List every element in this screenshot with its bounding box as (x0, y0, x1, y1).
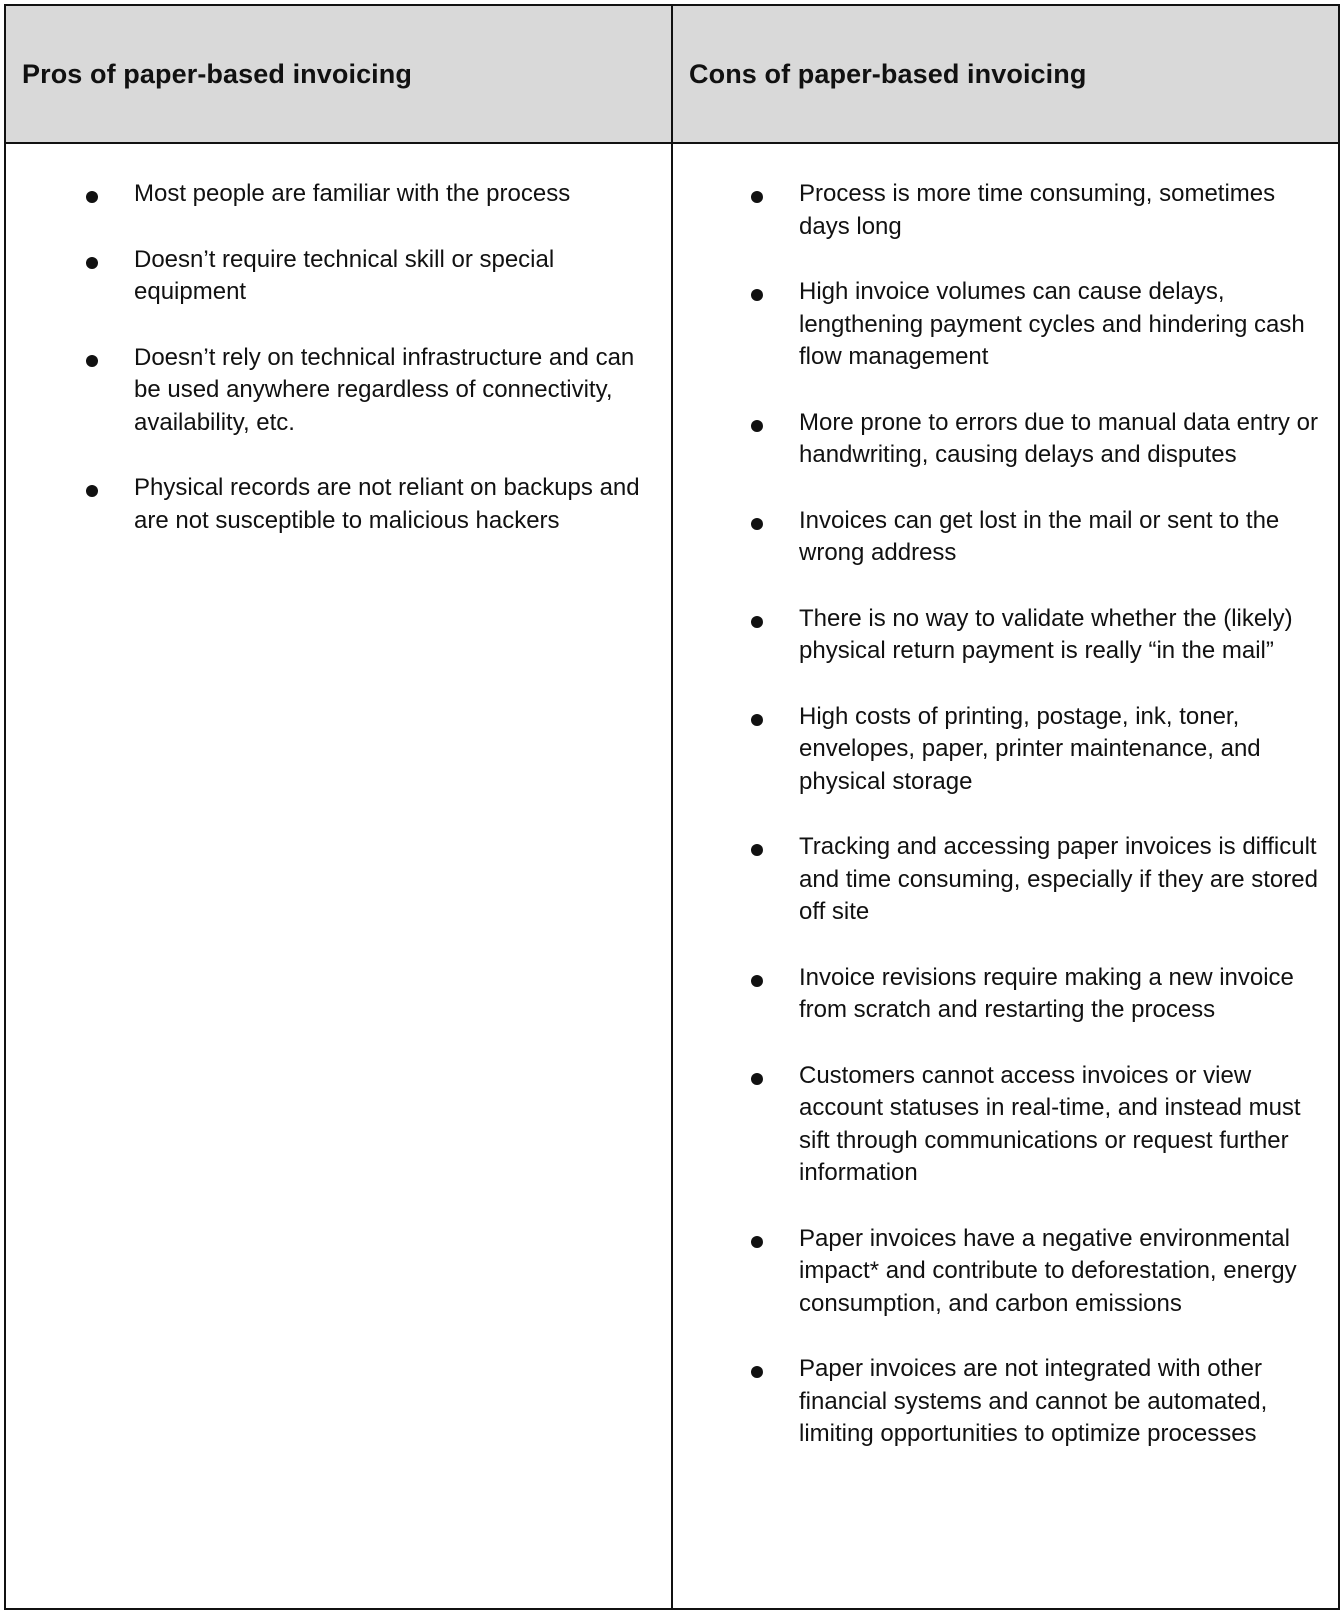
list-item (673, 701, 1338, 799)
bullet-icon (751, 420, 763, 432)
cons-body-cell (673, 144, 1338, 1608)
list-item-text: Invoice revisions require making a new invoice from scratch and restarting the process (799, 963, 1294, 1023)
bullet-icon (751, 1366, 763, 1378)
list-item (673, 505, 1338, 570)
list-item (673, 1353, 1338, 1451)
list-item-text: Customers cannot access invoices or view account statuses in real-time, and instead must sift through communications or request further information (799, 1061, 1301, 1186)
list-item-text: High costs of printing, postage, ink, toner, envelopes, paper, printer maintenance, and physical storage (799, 702, 1261, 795)
pros-cons-table (4, 4, 1340, 1610)
list-item (673, 962, 1338, 1027)
list-item (6, 342, 671, 440)
list-item (673, 831, 1338, 929)
bullet-icon (86, 191, 98, 203)
list-item-text: High invoice volumes can cause delays, lengthening payment cycles and hindering cash flow management (799, 278, 1305, 370)
pros-header-cell (6, 6, 673, 144)
cons-header-cell (673, 6, 1338, 144)
list-item-text: Invoices can get lost in the mail or sent to the wrong address (799, 506, 1280, 566)
list-item (673, 603, 1338, 668)
list-item-text: Process is more time consuming, sometimes days long (799, 180, 1276, 240)
bullet-icon (751, 616, 763, 628)
pros-heading: Pros of paper-based invoicing (22, 58, 412, 89)
bullet-icon (86, 355, 98, 367)
bullet-icon (751, 1236, 763, 1248)
list-item (6, 244, 671, 309)
list-item-text: Physical records are not reliant on backups and are not susceptible to malicious hackers (134, 474, 640, 534)
list-item-text: Paper invoices are not integrated with other financial systems and cannot be automated, limiting opportunities to optimize processes (799, 1355, 1268, 1447)
pros-body-cell (6, 144, 673, 1608)
list-item (673, 1060, 1338, 1190)
bullet-icon (751, 518, 763, 530)
list-item (673, 1223, 1338, 1321)
bullet-icon (751, 289, 763, 301)
bullet-icon (86, 257, 98, 269)
list-item-text: Doesn’t rely on technical infrastructure and can be used anywhere regardless of connectivity, availability, etc. (134, 343, 635, 436)
list-item-text: Tracking and accessing paper invoices is difficult and time consuming, especially if they are stored off site (799, 833, 1318, 925)
list-item-text: There is no way to validate whether the (likely) physical return payment is really “in the mail” (799, 604, 1293, 664)
list-item (6, 178, 671, 211)
list-item-text: More prone to errors due to manual data entry or handwriting, causing delays and disputes (799, 408, 1318, 468)
pros-list (6, 178, 671, 537)
cons-list (673, 178, 1338, 1451)
list-item (673, 407, 1338, 472)
bullet-icon (751, 975, 763, 987)
bullet-icon (751, 1073, 763, 1085)
list-item-text: Doesn’t require technical skill or special equipment (134, 245, 555, 305)
list-item (673, 178, 1338, 243)
bullet-icon (751, 191, 763, 203)
list-item (673, 276, 1338, 374)
bullet-icon (86, 485, 98, 497)
bullet-icon (751, 714, 763, 726)
cons-heading: Cons of paper-based invoicing (689, 58, 1087, 89)
bullet-icon (751, 844, 763, 856)
list-item-text: Paper invoices have a negative environmental impact* and contribute to deforestation, energy consumption, and carbon emissions (799, 1224, 1297, 1317)
list-item-text: Most people are familiar with the process (134, 180, 571, 207)
list-item (6, 472, 671, 537)
